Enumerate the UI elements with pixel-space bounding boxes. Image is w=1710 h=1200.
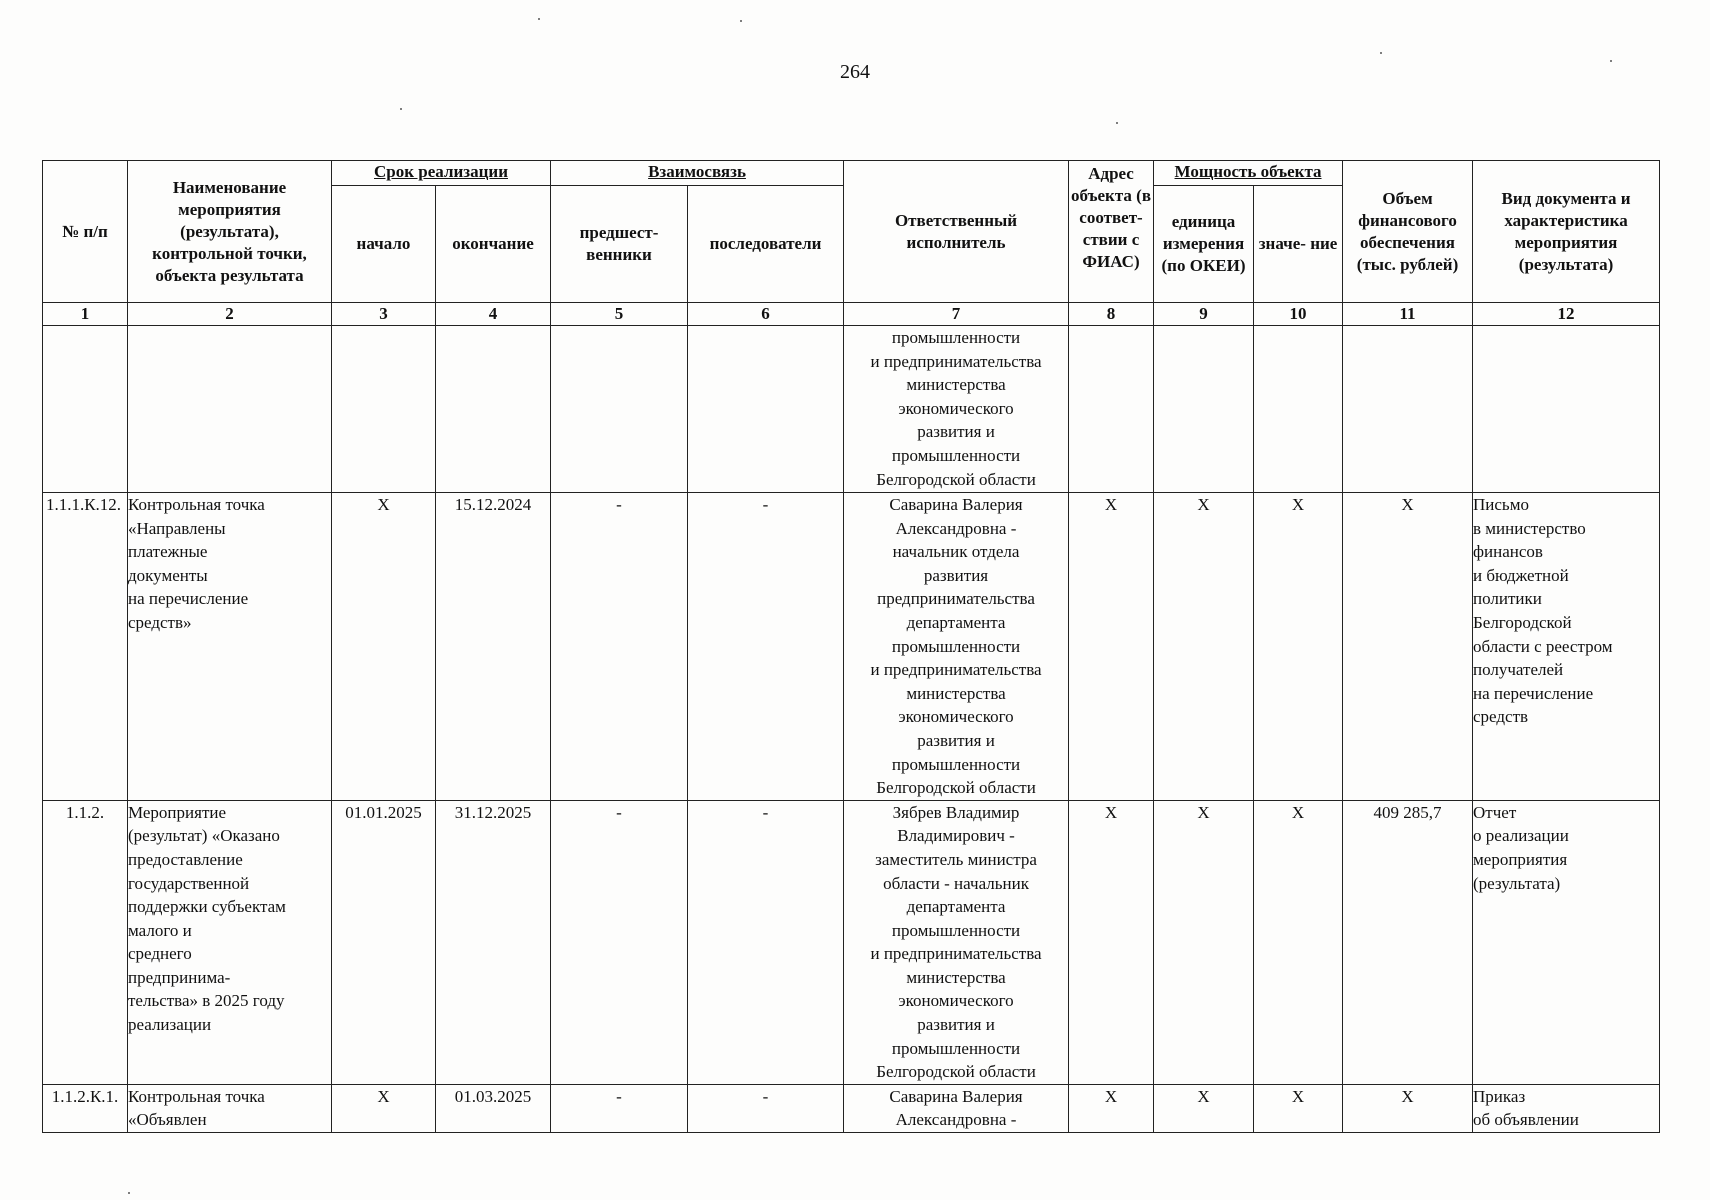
scan-speck (740, 20, 742, 22)
page-number: 264 (840, 61, 870, 83)
header-group-capacity: Мощность объекта (1154, 161, 1343, 186)
header-start: начало (332, 186, 436, 303)
row-address: Х (1069, 493, 1154, 801)
column-number: 8 (1069, 303, 1154, 326)
scan-speck (1116, 122, 1118, 124)
row-volume: Х (1343, 1084, 1473, 1132)
row-unit: Х (1154, 800, 1254, 1084)
scan-speck (1610, 60, 1612, 62)
row-predecessors: - (551, 1084, 688, 1132)
row-predecessors: - (551, 493, 688, 801)
column-number: 5 (551, 303, 688, 326)
scan-speck (1380, 52, 1382, 54)
header-group-link: Взаимосвязь (551, 161, 844, 186)
table-row (43, 326, 1660, 493)
column-number: 3 (332, 303, 436, 326)
row-address: Х (1069, 1084, 1154, 1132)
row-predecessors (551, 326, 688, 493)
table-row (43, 800, 1660, 1084)
header-address: Адрес объекта (в соответ- ствии с ФИАС) (1069, 161, 1154, 303)
row-end: 31.12.2025 (436, 800, 551, 1084)
row-unit (1154, 326, 1254, 493)
row-value (1254, 326, 1343, 493)
row-end: 01.03.2025 (436, 1084, 551, 1132)
row-name: Контрольная точка «Объявлен (128, 1084, 332, 1132)
row-followers: - (688, 800, 844, 1084)
column-number: 1 (43, 303, 128, 326)
row-volume: Х (1343, 493, 1473, 801)
header-followers: последователи (688, 186, 844, 303)
row-number (43, 326, 128, 493)
row-doc: Отчет о реализации мероприятия (результата) (1473, 800, 1660, 1084)
column-number: 4 (436, 303, 551, 326)
row-address (1069, 326, 1154, 493)
row-doc: Приказ об объявлении (1473, 1084, 1660, 1132)
header-volume: Объем финансового обеспечения (тыс. рублей) (1343, 161, 1473, 303)
row-volume: 409 285,7 (1343, 800, 1473, 1084)
row-doc (1473, 326, 1660, 493)
scan-speck (538, 18, 540, 20)
row-number: 1.1.1.К.12. (43, 493, 128, 801)
header-predecessors: предшест- венники (551, 186, 688, 303)
column-number: 7 (844, 303, 1069, 326)
row-volume (1343, 326, 1473, 493)
column-number: 6 (688, 303, 844, 326)
row-name (128, 326, 332, 493)
column-number: 9 (1154, 303, 1254, 326)
header-number: № п/п (43, 161, 128, 303)
row-start (332, 326, 436, 493)
table-row (43, 493, 1660, 801)
row-name: Мероприятие (результат) «Оказано предоставление государственной поддержки субъектам малого и среднего предпринима- тельства» в 2025 году реализации (128, 800, 332, 1084)
row-number: 1.1.2.К.1. (43, 1084, 128, 1132)
header-unit: единица измерения (по ОКЕИ) (1154, 186, 1254, 303)
column-number: 2 (128, 303, 332, 326)
header-doc: Вид документа и характеристика мероприятия (результата) (1473, 161, 1660, 303)
header-end: окончание (436, 186, 551, 303)
scan-speck (128, 1192, 130, 1194)
table-row (43, 1084, 1660, 1132)
row-responsible: промышленности и предпринимательства министерства экономического развития и промышленности Белгородской области (844, 326, 1069, 493)
row-followers: - (688, 1084, 844, 1132)
header-value: значе- ние (1254, 186, 1343, 303)
row-start: Х (332, 493, 436, 801)
column-number: 12 (1473, 303, 1660, 326)
row-doc: Письмо в министерство финансов и бюджетной политики Белгородской области с реестром получателей на перечисление средств (1473, 493, 1660, 801)
row-end: 15.12.2024 (436, 493, 551, 801)
row-value: Х (1254, 493, 1343, 801)
header-group-term: Срок реализации (332, 161, 551, 186)
row-start: Х (332, 1084, 436, 1132)
row-name: Контрольная точка «Направлены платежные документы на перечисление средств» (128, 493, 332, 801)
column-number: 11 (1343, 303, 1473, 326)
row-predecessors: - (551, 800, 688, 1084)
row-number: 1.1.2. (43, 800, 128, 1084)
row-responsible: Саварина Валерия Александровна - начальник отдела развития предпринимательства департамента промышленности и предпринимательства министерства экономического развития и промышленности Белгородской области (844, 493, 1069, 801)
row-followers (688, 326, 844, 493)
row-start: 01.01.2025 (332, 800, 436, 1084)
row-responsible: Саварина Валерия Александровна - (844, 1084, 1069, 1132)
row-unit: Х (1154, 1084, 1254, 1132)
column-number: 10 (1254, 303, 1343, 326)
row-address: Х (1069, 800, 1154, 1084)
row-followers: - (688, 493, 844, 801)
header-responsible: Ответственный исполнитель (844, 161, 1069, 303)
row-value: Х (1254, 1084, 1343, 1132)
scan-speck (400, 108, 402, 110)
row-responsible: Зябрев Владимир Владимирович - заместитель министра области - начальник департамента промышленности и предпринимательства министерства экономического развития и промышленности Белгородской области (844, 800, 1069, 1084)
row-unit: Х (1154, 493, 1254, 801)
row-value: Х (1254, 800, 1343, 1084)
header-name: Наименование мероприятия (результата), контрольной точки, объекта результата (128, 161, 332, 303)
row-end (436, 326, 551, 493)
plan-table (42, 160, 1660, 1133)
